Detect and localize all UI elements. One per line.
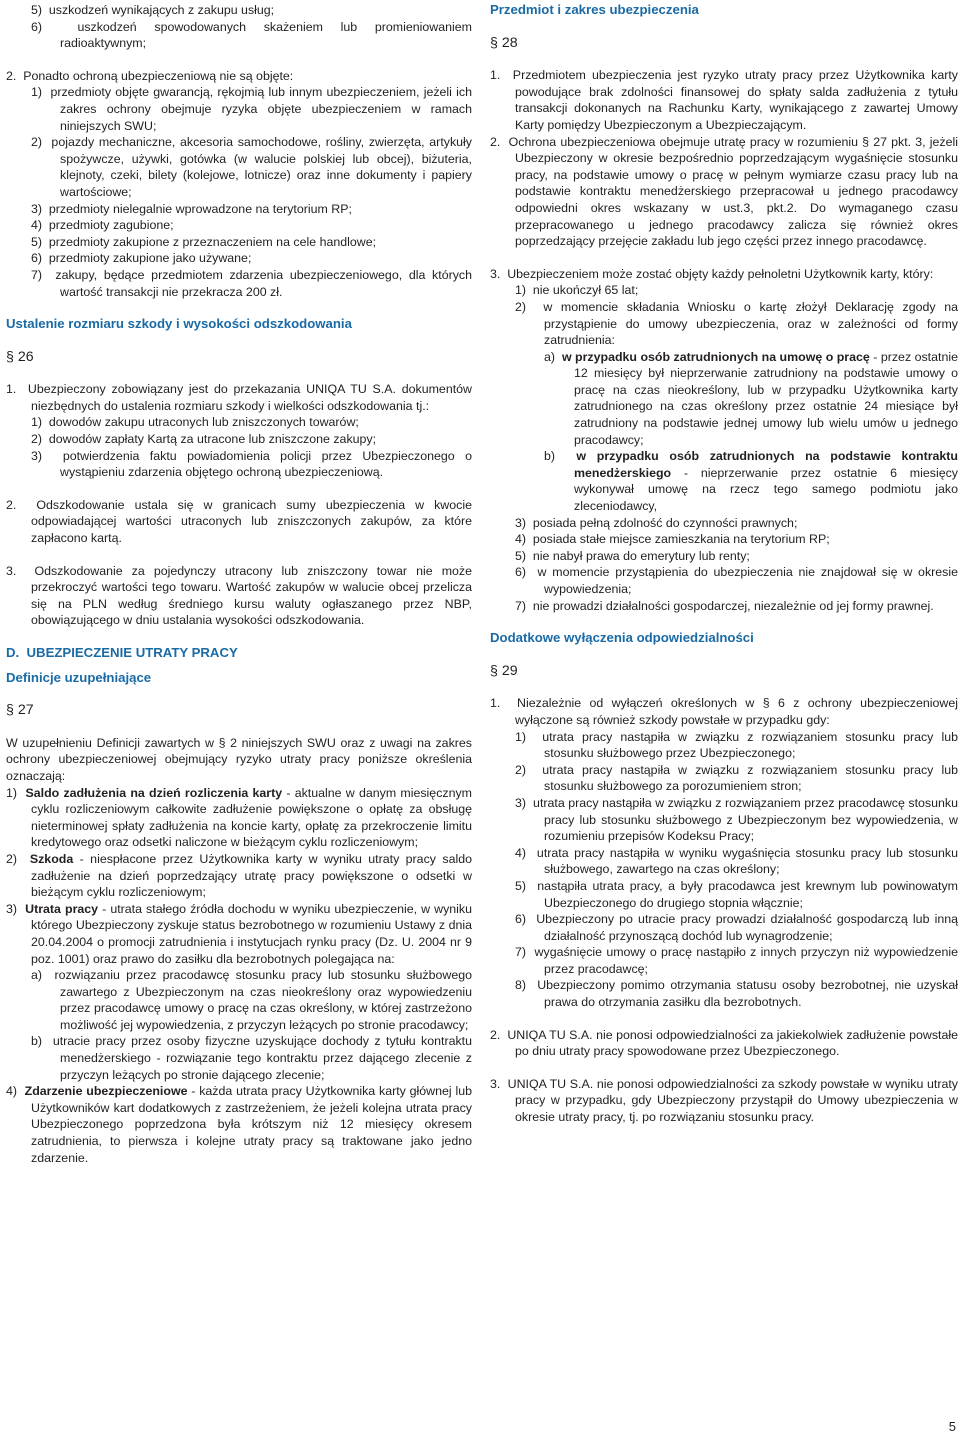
paragraph-number: § 26 (6, 348, 34, 365)
definition-item (6, 1083, 472, 1166)
list-item: 6) Ubezpieczony po utracie pracy prowadzi działalność gospodarczą lub inną działalność przynoszącą dochód lub wynagrodzenie; (515, 912, 958, 943)
paragraph-number: § 28 (490, 34, 518, 51)
definition-term: Szkoda (29, 851, 74, 866)
definition-item (6, 785, 472, 851)
list-item: 5) nastąpiła utrata pracy, a były pracodawca jest krewnym lub powinowatym Ubezpieczonego do drugiego stopnia włącznie; (515, 878, 958, 910)
paragraph: 2. UNIQA TU S.A. nie ponosi odpowiedzialności za jakiekolwiek zadłużenie powstałe po dniu utraty pracy spowodowane przez Ubezpieczonego. (490, 1027, 958, 1059)
paragraph: 2. Ponadto ochroną ubezpieczeniową nie są objęte: (6, 68, 294, 83)
list-item: 1) nie ukończył 65 lat; (515, 283, 639, 298)
definition-item (6, 851, 472, 901)
definition-term: Saldo zadłużenia na dzień rozliczenia karty (25, 785, 283, 800)
item-label: a) (544, 349, 562, 364)
list-item: b) utracie pracy przez osoby fizyczne uzyskujące dochody z tytułu kontraktu menedżerskiego - rozwiązanie tego kontraktu przez dającego zlecenie z przyczyn leżących po stronie dającego zlecenie; (31, 1034, 472, 1082)
list-item: 4) utrata pracy nastąpiła w wyniku wygaśnięcia stosunku pracy lub stosunku służbowego, zawartego na czas określony; (515, 845, 958, 877)
paragraph: 2. Odszkodowanie ustala się w granicach sumy ubezpieczenia w kwocie odpowiadającej wartości utraconych lub zniszczonych zakupów, za które zapłacono kartą. (6, 497, 472, 546)
list-item: 3) potwierdzenia faktu powiadomienia policji przez Ubezpieczonego o wystąpieniu zdarzenia objętego ochroną ubezpieczeniową. (31, 448, 472, 480)
list-item: 8) Ubezpieczony pomimo otrzymania statusu osoby bezrobotnej, nie uzyskał prawa do otrzymania zasiłku dla bezrobotnych. (515, 978, 958, 1010)
paragraph: 1. Przedmiotem ubezpieczenia jest ryzyko utraty pracy przez Użytkownika karty powodujące brak zdolności finansowej do spłaty salda zadłużenia z tytułu transakcji dokonanych na Rachunku Karty, wynikającego z zawartej Umowy Karty pomiędzy Ubezpieczonym a Ubezpieczającym. (490, 68, 958, 132)
list-item: 6) przedmioty zakupione jako używane; (31, 251, 252, 266)
paragraph: W uzupełnieniu Definicji zawartych w § 2 niniejszych SWU oraz z uwagi na zakres ochrony ubezpieczeniowej obejmujący ryzyko utraty pracy poniższe określenia oznaczają: (6, 735, 472, 783)
list-item: 2) dowodów zapłaty Kartą za utracone lub zniszczone zakupy; (31, 432, 377, 447)
paragraph: 1. Ubezpieczony zobowiązany jest do przekazania UNIQA TU S.A. dokumentów niezbędnych do ustalenia rozmiaru szkody i wielkości odszkodowania tj.: (6, 382, 472, 413)
definition-text: - utrata stałego źródła dochodu w wyniku ubezpieczenie, w wyniku którego Ubezpieczony zyskuje status bezrobotnego w rozumieniu Ustawy z dnia 20.04.2004 o promocji zatrudnienia i instytucjach rynku pracy (Dz. U. 2004 nr 9 poz. 1001) oraz prawo do zasiłku dla bezrobotnych polegająca na: (31, 901, 473, 966)
definition-number: 2) (6, 851, 30, 866)
paragraph-number: § 27 (6, 702, 34, 719)
section-title: Dodatkowe wyłączenia odpowiedzialności (490, 630, 754, 646)
list-item: 6) uszkodzeń spowodowanych skażeniem lub promieniowaniem radioaktywnym; (31, 19, 472, 51)
definition-term: Zdarzenie ubezpieczeniowe (24, 1084, 188, 1099)
item-text: - nieprzerwanie przez ostatnie 6 miesięcy wykonywał umowę na rzecz tego samego podmiotu jako zleceniodawcy, (574, 465, 958, 514)
list-item: 7) nie prowadzi działalności gospodarczej, niezależnie od jej formy prawnej. (515, 598, 934, 613)
definition-text: - każda utrata pracy Użytkownika karty głównej lub Użytkowników kart dodatkowych z zastrzeżeniem, że jeżeli kolejna utrata pracy Ubezpieczonego poprzedzona była krótszym niż 12 miesięcy okresem zatrudnienia, to pierwsza i kolejne utraty pracy są traktowane jako jedno zdarzenie. (31, 1084, 472, 1165)
list-item (490, 349, 958, 449)
list-item: 7) wygaśnięcie umowy o pracę nastąpiło z innych przyczyn niż wypowiedzenie przez pracodawcę; (515, 945, 958, 976)
paragraph: 3. Ubezpieczeniem może zostać objęty każdy pełnoletni Użytkownik karty, który: (490, 266, 934, 281)
definition-number: 1) (6, 785, 26, 800)
list-item: 2) pojazdy mechaniczne, akcesoria samochodowe, rośliny, zwierzęta, artykuły spożywcze, używki, gotówka (w walucie polskiej lub obcej), biżuteria, klejnoty, czeki, bilety (kolejowe, lotnicze) oraz inne dokumenty i papiery wartościowe; (31, 135, 472, 199)
definition-number: 3) (6, 901, 26, 916)
definition-number: 4) (6, 1084, 25, 1099)
list-item: 1) przedmioty objęte gwarancją, rękojmią lub innym ubezpieczeniem, jeżeli ich zakres ochrony obejmuje ryzyka objęte ubezpieczeniem w ramach niniejszych SWU; (31, 85, 472, 133)
paragraph: 2. Ochrona ubezpieczeniowa obejmuje utratę pracy w rozumieniu § 27 pkt. 3, jeżeli Ubezpieczony w okresie bezpośrednio poprzedzającym wygaśnięcie stosunku pracy, na podstawie umowy o pracę w pełnym wymiarze czasu pracy lub na podstawie kontraktu menedżerskiego przepracował u jednego pracodawcy odpowiedni okres wskazany w ust.3, pkt.2. Do wymaganego czasu przepracowanego u jednego pracodawcy zalicza się również okres poprzedzający przejęcie zakładu lub jego części przez innego pracodawcę. (490, 134, 958, 249)
paragraph: 3. UNIQA TU S.A. nie ponosi odpowiedzialności za szkody powstałe w wyniku utraty pracy w przypadku, gdy Ubezpieczony przystąpił do Umowy ubezpieczenia w okresie utraty pracy, tj. po rozwiązaniu stosunku pracy. (490, 1076, 958, 1125)
left-column (6, 0, 472, 1166)
list-item: a) rozwiązaniu przez pracodawcę stosunku pracy lub stosunku służbowego zawartego z Ubezpieczonym na czas nieokreślony oraz wypowiedzeniu przez pracodawcę umowy o pracę na czas określony, w której zastrzeżono możliwość jej wypowiedzenia, z przyczyn leżących po stronie pracodawcy; (31, 968, 472, 1032)
section-title: Definicje uzupełniające (6, 669, 152, 685)
item-text: - przez ostatnie 12 miesięcy był nieprzerwanie zatrudniony na podstawie umowy o pracę na czas nieokreślony, lub w przypadku Użytkownika karty zatrudnionego na czas określony przez ostatnie 24 miesiące był zatrudniony na podstawie jednej umowy lub wielu umów u jednego pracodawcy; (574, 349, 958, 447)
list-item: 6) w momencie przystąpienia do ubezpieczenia nie znajdował się w okresie wypowiedzenia; (515, 565, 958, 596)
item-label: b) (544, 449, 577, 464)
list-item: 2) w momencie składania Wniosku o kartę złożył Deklarację zgody na przystąpienie do umowy ubezpieczenia, oraz w zależności od formy zatrudnienia: (515, 299, 958, 348)
list-item: 7) zakupy, będące przedmiotem zdarzenia ubezpieczeniowego, dla których wartość transakcji nie przekracza 200 zł. (31, 267, 472, 299)
item-term: w przypadku osób zatrudnionych na umowę o pracę (561, 349, 870, 364)
list-item: 3) utrata pracy nastąpiła w związku z rozwiązaniem przez pracodawcę stosunku pracy lub stosunku służbowego z Ubezpieczonym bez wypowiedzenia, w rozumieniu przepisów Kodeksu Pracy; (515, 795, 958, 844)
list-item: 3) przedmioty nielegalnie wprowadzone na terytorium RP; (31, 201, 352, 216)
section-title: Przedmiot i zakres ubezpieczenia (490, 2, 699, 17)
paragraph-number: § 29 (490, 662, 518, 679)
list-item: 2) utrata pracy nastąpiła w związku z rozwiązaniem stosunku pracy lub stosunku służbowego za porozumieniem stron; (515, 762, 958, 794)
item-term: w przypadku osób zatrudnionych na podstawie kontraktu menedżerskiego (574, 449, 958, 480)
section-title: D. UBEZPIECZENIE UTRATY PRACY (6, 645, 238, 660)
list-item: 5) uszkodzeń wynikających z zakupu usług; (31, 3, 275, 17)
paragraph: 3. Odszkodowanie za pojedynczy utracony lub zniszczony towar nie może przekroczyć wartości tego towaru. Wartość zakupów w walucie obcej przelicza się na PLN według średniego kursu waluty ogłaszanego przez NBP, obowiązującego w dniu ustalania wysokości odszkodowania. (6, 563, 472, 628)
list-item: 1) dowodów zakupu utraconych lub zniszczonych towarów; (31, 415, 359, 430)
definition-text: - niespłacone przez Użytkownika karty w wyniku utraty pracy saldo zadłużenie na dzień poprzedzający utratę pracy powiększone o odsetki w bieżącym cyklu rozliczeniowym; (31, 851, 472, 900)
list-item: 1) utrata pracy nastąpiła w związku z rozwiązaniem stosunku pracy lub stosunku służbowego przez Ubezpieczonego; (515, 729, 958, 761)
list-item (490, 448, 958, 514)
paragraph: 1. Niezależnie od wyłączeń określonych w § 6 z ochrony ubezpieczeniowej wyłączone są również szkody powstałe w przypadku gdy: (490, 696, 958, 727)
definition-text: - aktualne w danym miesięcznym cyklu rozliczeniowym całkowite zadłużenie powiększone o opłatę za obsługę nieterminowej spłaty zadłużenia na koncie karty, opłatę za przekroczenie limitu kredytowego oraz odsetki naliczone w bieżącym cyklu rozliczeniowym; (31, 785, 472, 850)
definition-term: Utrata pracy (25, 901, 99, 916)
list-item: 5) nie nabył prawa do emerytury lub renty; (515, 548, 750, 563)
section-title: Ustalenie rozmiaru szkody i wysokości odszkodowania (6, 316, 352, 332)
definition-item (6, 901, 472, 967)
list-item: 5) przedmioty zakupione z przeznaczeniem na cele handlowe; (31, 234, 377, 249)
list-item: 4) posiada stałe miejsce zamieszkania na terytorium RP; (515, 532, 830, 547)
list-item: 4) przedmioty zagubione; (31, 218, 174, 233)
list-item: 3) posiada pełną zdolność do czynności prawnych; (515, 515, 798, 530)
right-column (490, 0, 958, 1126)
page-number: 5 (948, 1419, 956, 1434)
